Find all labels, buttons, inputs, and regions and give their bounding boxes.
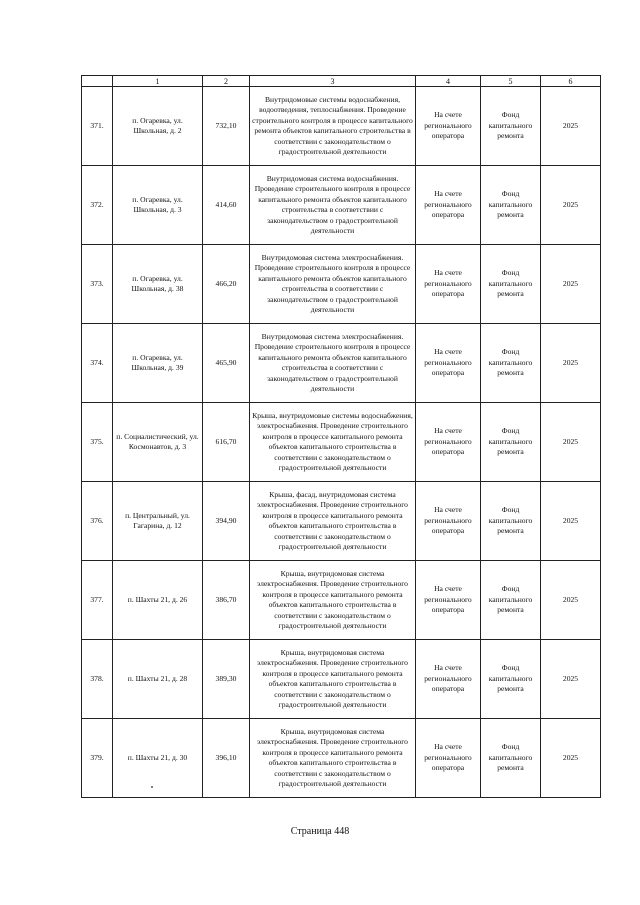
table-row: [82, 561, 601, 640]
funding-source-cell: Фонд капитального ремонта: [481, 166, 541, 245]
row-number: 378.: [82, 640, 113, 719]
header-cell-4: 4: [416, 76, 481, 87]
table-row: [82, 324, 601, 403]
account-cell: На счете регионального оператора: [416, 324, 481, 403]
row-number: 379.: [82, 719, 113, 798]
address-cell: п. Огаревка, ул. Школьная, д. 3: [113, 166, 203, 245]
area-cell: 414,60: [203, 166, 250, 245]
document-sheet: [81, 75, 600, 798]
works-cell: Внутридомовые системы водоснабжения, водоотведения, теплоснабжения. Проведение строительного контроля в процессе капитального ремонта объектов капитального строительства в соответствии с законодательством о градостроительной деятельности: [250, 87, 416, 166]
row-number: 375.: [82, 403, 113, 482]
works-cell: Внутридомовая система электроснабжения. Проведение строительного контроля в процессе капитального ремонта объектов капитального строительства в соответствии с законодательством о градостроительной деятельности: [250, 324, 416, 403]
account-cell: На счете регионального оператора: [416, 87, 481, 166]
account-cell: На счете регионального оператора: [416, 166, 481, 245]
year-cell: 2025: [541, 640, 601, 719]
funding-source-cell: Фонд капитального ремонта: [481, 640, 541, 719]
area-cell: 616,70: [203, 403, 250, 482]
funding-source-cell: Фонд капитального ремонта: [481, 482, 541, 561]
row-number: 371.: [82, 87, 113, 166]
account-cell: На счете регионального оператора: [416, 561, 481, 640]
year-cell: 2025: [541, 87, 601, 166]
row-number: 376.: [82, 482, 113, 561]
year-cell: 2025: [541, 245, 601, 324]
address-cell: п. Огаревка, ул. Школьная, д. 39: [113, 324, 203, 403]
header-cell-3: 3: [250, 76, 416, 87]
table-row: [82, 482, 601, 561]
header-cell-6: 6: [541, 76, 601, 87]
area-cell: 386,70: [203, 561, 250, 640]
funding-source-cell: Фонд капитального ремонта: [481, 719, 541, 798]
area-cell: 466,20: [203, 245, 250, 324]
table-row: [82, 87, 601, 166]
works-cell: Крыша, внутридомовая система электроснабжения. Проведение строительного контроля в процессе капитального ремонта объектов капитального строительства в соответствии с законодательством о градостроительной деятельности: [250, 719, 416, 798]
area-cell: 465,90: [203, 324, 250, 403]
account-cell: На счете регионального оператора: [416, 640, 481, 719]
address-cell: п. Шахты 21, д. 28: [113, 640, 203, 719]
works-cell: Внутридомовая система водоснабжения. Проведение строительного контроля в процессе капитального ремонта объектов капитального строительства в соответствии с законодательством о градостроительной деятельности: [250, 166, 416, 245]
funding-source-cell: Фонд капитального ремонта: [481, 245, 541, 324]
account-cell: На счете регионального оператора: [416, 482, 481, 561]
table-row: [82, 719, 601, 798]
account-cell: На счете регионального оператора: [416, 719, 481, 798]
year-cell: 2025: [541, 324, 601, 403]
address-cell: п. Огаревка, ул. Школьная, д. 38: [113, 245, 203, 324]
header-cell-2: 2: [203, 76, 250, 87]
header-cell-0: [82, 76, 113, 87]
area-cell: 732,10: [203, 87, 250, 166]
funding-source-cell: Фонд капитального ремонта: [481, 403, 541, 482]
year-cell: 2025: [541, 561, 601, 640]
header-cell-5: 5: [481, 76, 541, 87]
row-number: 372.: [82, 166, 113, 245]
scan-speck: [151, 786, 153, 788]
header-cell-1: 1: [113, 76, 203, 87]
year-cell: 2025: [541, 719, 601, 798]
funding-source-cell: Фонд капитального ремонта: [481, 324, 541, 403]
funding-source-cell: Фонд капитального ремонта: [481, 87, 541, 166]
works-cell: Крыша, фасад, внутридомовая система электроснабжения. Проведение строительного контроля в процессе капитального ремонта объектов капитального строительства в соответствии с законодательством о градостроительной деятельности: [250, 482, 416, 561]
table-row: [82, 166, 601, 245]
address-cell: п. Центральный, ул. Гагарина, д. 12: [113, 482, 203, 561]
account-cell: На счете регионального оператора: [416, 245, 481, 324]
area-cell: 396,10: [203, 719, 250, 798]
header-row: [82, 76, 601, 87]
row-number: 377.: [82, 561, 113, 640]
account-cell: На счете регионального оператора: [416, 403, 481, 482]
works-cell: Крыша, внутридомовая система электроснабжения. Проведение строительного контроля в процессе капитального ремонта объектов капитального строительства в соответствии с законодательством о градостроительной деятельности: [250, 640, 416, 719]
address-cell: п. Социалистический, ул. Космонавтов, д. 3: [113, 403, 203, 482]
year-cell: 2025: [541, 403, 601, 482]
table-row: [82, 245, 601, 324]
works-cell: Крыша, внутридомовые системы водоснабжения, электроснабжения. Проведение строительного контроля в процессе капитального ремонта объектов капитального строительства в соответствии с законодательством о градостроительной деятельности: [250, 403, 416, 482]
page-number: Страница 448: [290, 826, 350, 837]
works-cell: Внутридомовая система электроснабжения. Проведение строительного контроля в процессе капитального ремонта объектов капитального строительства в соответствии с законодательством о градостроительной деятельности: [250, 245, 416, 324]
row-number: 373.: [82, 245, 113, 324]
address-cell: п. Огаревка, ул. Школьная, д. 2: [113, 87, 203, 166]
funding-source-cell: Фонд капитального ремонта: [481, 561, 541, 640]
area-cell: 389,30: [203, 640, 250, 719]
row-number: 374.: [82, 324, 113, 403]
table-row: [82, 640, 601, 719]
address-cell: п. Шахты 21, д. 26: [113, 561, 203, 640]
capital-repair-table: [81, 75, 601, 798]
works-cell: Крыша, внутридомовая система электроснабжения. Проведение строительного контроля в процессе капитального ремонта объектов капитального строительства в соответствии с законодательством о градостроительной деятельности: [250, 561, 416, 640]
table-row: [82, 403, 601, 482]
area-cell: 394,90: [203, 482, 250, 561]
year-cell: 2025: [541, 166, 601, 245]
address-cell: п. Шахты 21, д. 30: [113, 719, 203, 798]
year-cell: 2025: [541, 482, 601, 561]
